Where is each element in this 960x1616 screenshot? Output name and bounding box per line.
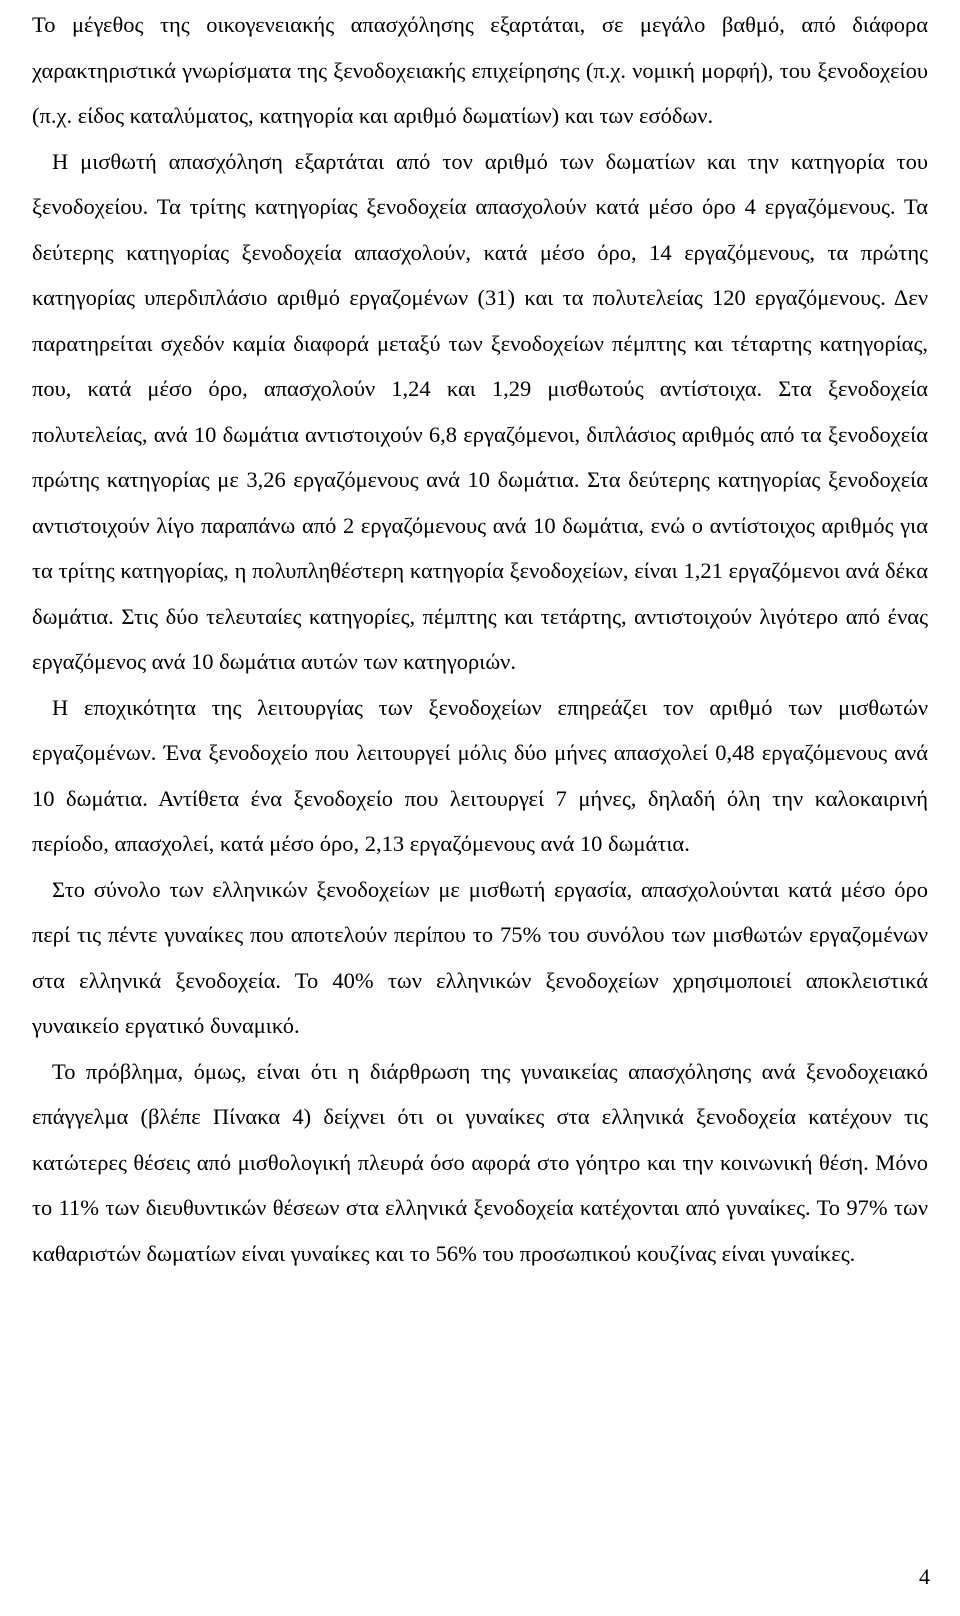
paragraph-family-employment: Το μέγεθος της οικογενειακής απασχόλησης εξαρτάται, σε μεγάλο βαθμό, από διάφορα χαρακτηριστικά γνωρίσματα της ξενοδοχειακής επιχείρησης (π.χ. νομική μορφή), του ξενοδοχείου (π.χ. είδος καταλύματος, κατηγορία και αριθμό δωματίων) και των εσόδων. [32,12,928,128]
paragraph-salaried-employment: Η μισθωτή απασχόληση εξαρτάται από τον αριθμό των δωματίων και την κατηγορία του ξενοδοχείου. Τα τρίτης κατηγορίας ξενοδοχεία απασχολούν κατά μέσο όρο 4 εργαζόμενους. Τα δεύτερης κατηγορίας ξενοδοχεία απασχολούν, κατά μέσο όρο, 14 εργαζόμενους, τα πρώτης κατηγορίας υπερδιπλάσιο αριθμό εργαζομένων (31) και τα πολυτελείας 120 εργαζόμενους. Δεν παρατηρείται σχεδόν καμία διαφορά μεταξύ των ξενοδοχείων πέμπτης και τέταρτης κατηγορίας, που, κατά μέσο όρο, απασχολούν 1,24 και 1,29 μισθωτούς αντίστοιχα. Στα ξενοδοχεία πολυτελείας, ανά 10 δωμάτια αντιστοιχούν 6,8 εργαζόμενοι, διπλάσιος αριθμός από τα ξενοδοχεία πρώτης κατηγορίας με 3,26 εργαζόμενους ανά 10 δωμάτια. Στα δεύτερης κατηγορίας ξενοδοχεία αντιστοιχούν λίγο παραπάνω από 2 εργαζόμενους ανά 10 δωμάτια, ενώ ο αντίστοιχος αριθμός για τα τρίτης κατηγορίας, η πολυπληθέστερη κατηγορία ξενοδοχείων, είναι 1,21 εργαζόμενοι ανά δέκα δωμάτια. Στις δύο τελευταίες κατηγορίες, πέμπτης και τετάρτης, αντιστοιχούν λιγότερο από ένας εργαζόμενος ανά 10 δωμάτια αυτών των κατηγοριών. [32,148,928,674]
paragraph-women-employment: Στο σύνολο των ελληνικών ξενοδοχείων με μισθωτή εργασία, απασχολούνται κατά μέσο όρο περί τις πέντε γυναίκες που αποτελούν περίπου το 75% του συνόλου των μισθωτών εργαζομένων στα ελληνικά ξενοδοχεία. Το 40% των ελληνικών ξενοδοχείων χρησιμοποιεί αποκλειστικά γυναικείο εργατικό δυναμικό. [32,876,928,1038]
document-body [32,2,928,1276]
paragraph-seasonality: Η εποχικότητα της λειτουργίας των ξενοδοχείων επηρεάζει τον αριθμό των μισθωτών εργαζομένων. Ένα ξενοδοχείο που λειτουργεί μόλις δύο μήνες απασχολεί 0,48 εργαζόμενους ανά 10 δωμάτια. Αντίθετα ένα ξενοδοχείο που λειτουργεί 7 μήνες, δηλαδή όλη την καλοκαιρινή περίοδο, απασχολεί, κατά μέσο όρο, 2,13 εργαζόμενους ανά 10 δωμάτια. [32,694,928,856]
paragraph-occupational-structure: Το πρόβλημα, όμως, είναι ότι η διάρθρωση της γυναικείας απασχόλησης ανά ξενοδοχειακό επάγγελμα (βλέπε Πίνακα 4) δείχνει ότι οι γυναίκες στα ελληνικά ξενοδοχεία κατέχουν τις κατώτερες θέσεις από μισθολογική πλευρά όσο αφορά στο γόητρο και την κοινωνική θέση. Μόνο το 11% των διευθυντικών θέσεων στα ελληνικά ξενοδοχεία κατέχονται από γυναίκες. Το 97% των καθαριστών δωματίων είναι γυναίκες και το 56% του προσωπικού κουζίνας είναι γυναίκες. [32,1058,928,1266]
page-number: 4 [919,1564,930,1589]
